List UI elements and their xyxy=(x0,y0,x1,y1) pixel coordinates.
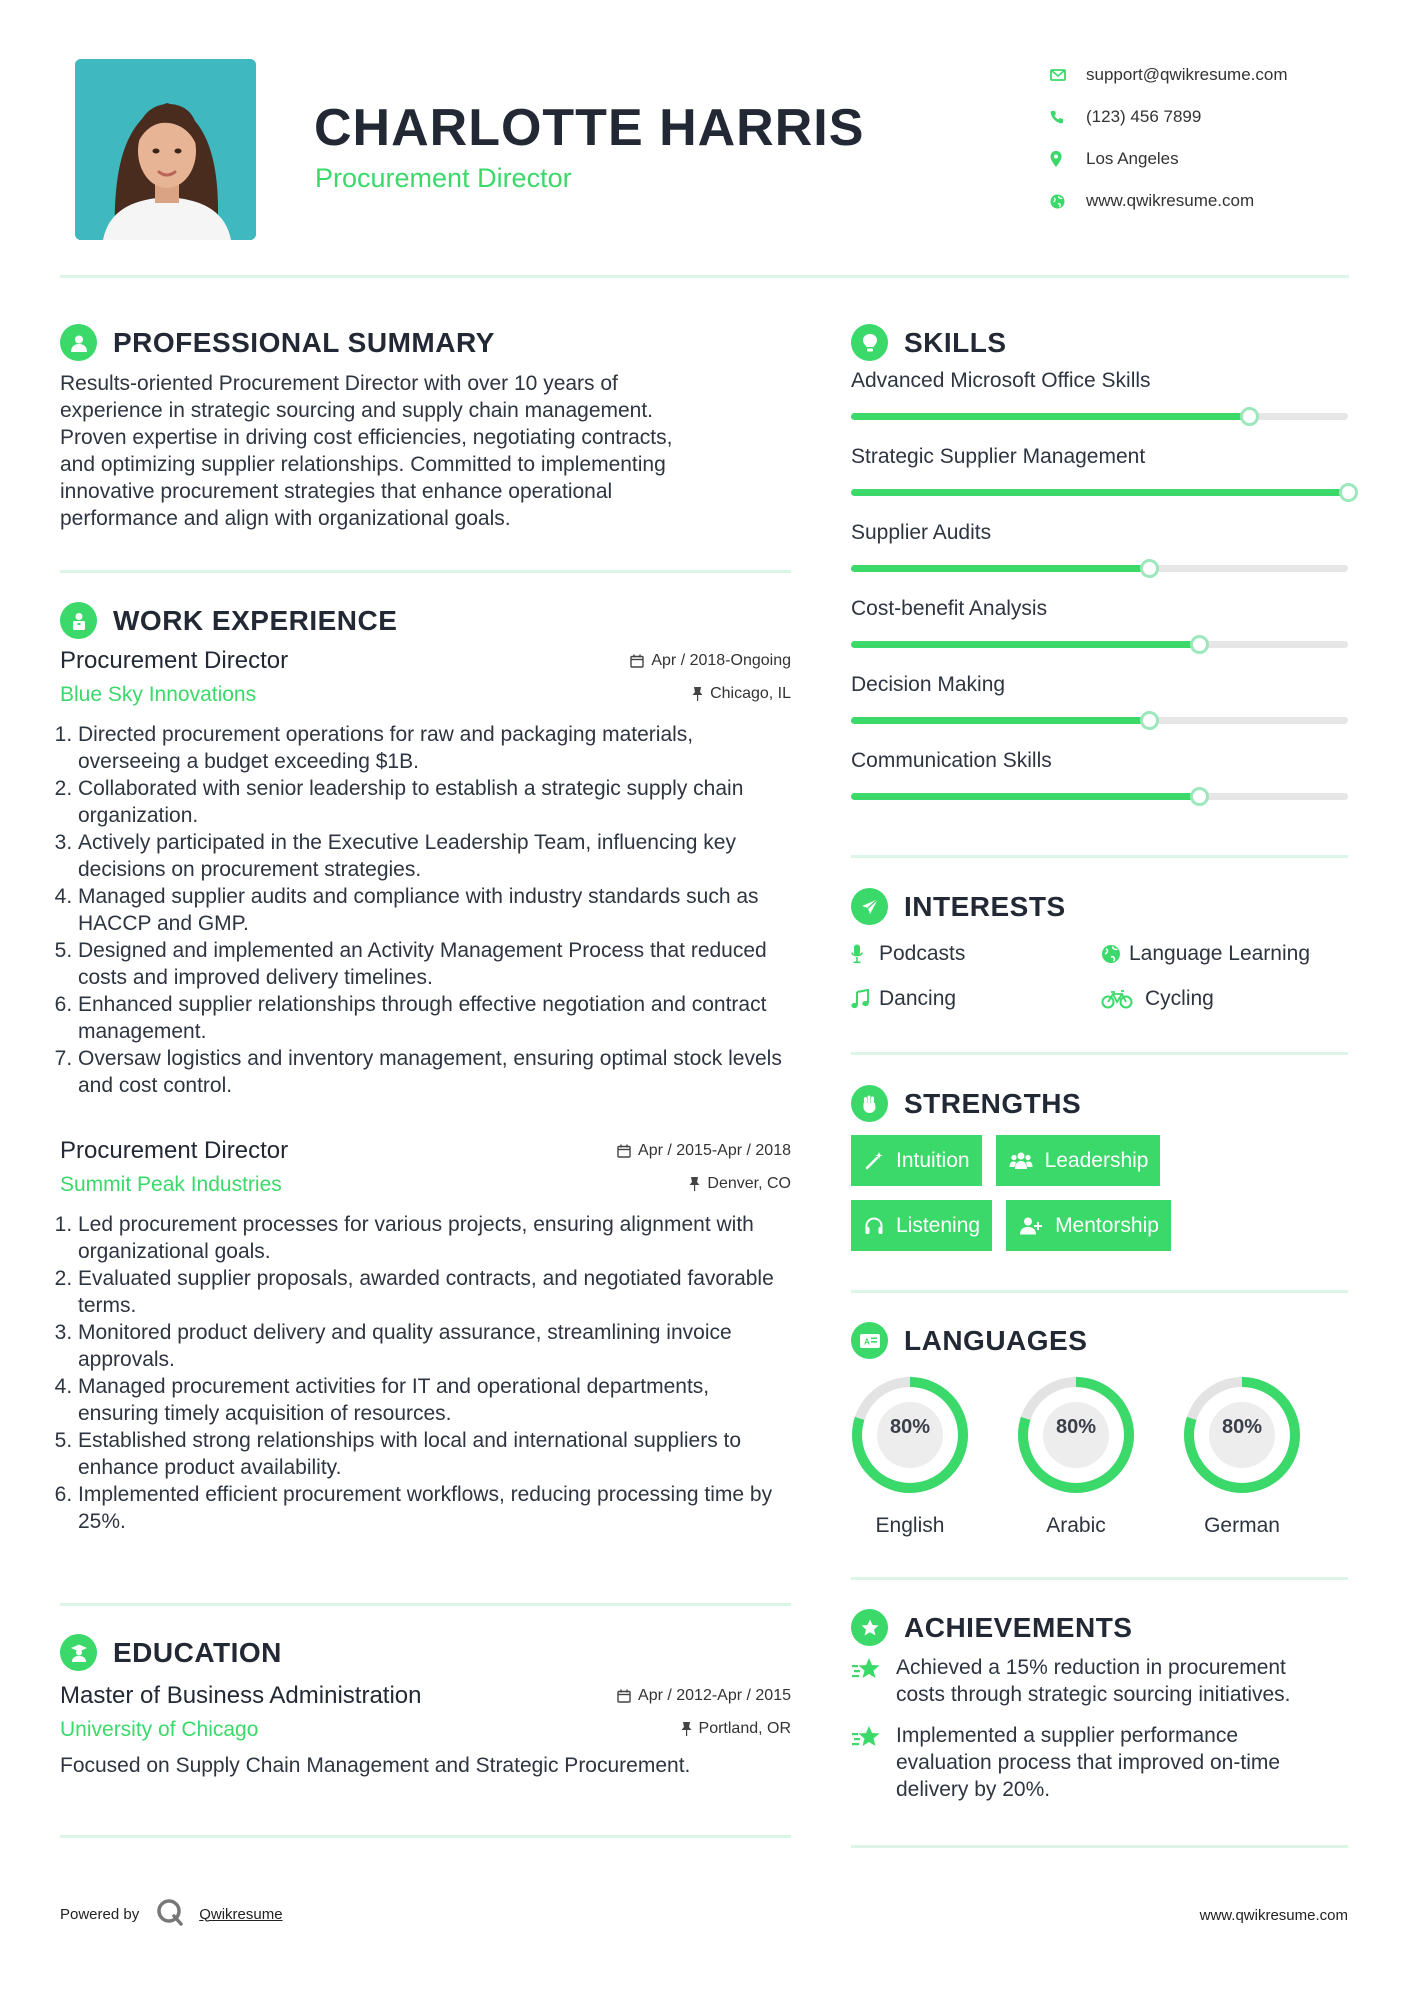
interest-label: Podcasts xyxy=(879,941,966,965)
skill-bar xyxy=(851,489,1348,496)
interests-list xyxy=(851,931,1351,1021)
skill-bar-fill xyxy=(851,793,1199,800)
interest-item xyxy=(1101,987,1351,1011)
achievement-line: Implemented a supplier performance xyxy=(896,1724,1239,1747)
strengths-title: STRENGTHS xyxy=(904,1087,1082,1119)
education-section-header xyxy=(60,1634,282,1671)
skill-bar-knob xyxy=(1190,787,1209,806)
education-date xyxy=(617,1687,791,1705)
header-divider xyxy=(60,275,1349,278)
skill-bar xyxy=(851,565,1348,572)
job-bullets xyxy=(60,721,791,1099)
strength-chip xyxy=(851,1135,982,1186)
job-company: Blue Sky Innovations xyxy=(60,683,257,706)
language-percent: 80% xyxy=(1221,1416,1263,1438)
contact-email-text: support@qwikresume.com xyxy=(1086,65,1288,84)
skill-name: Supplier Audits xyxy=(851,521,992,544)
magic-wand-icon xyxy=(864,1151,884,1171)
summary-title: PROFESSIONAL SUMMARY xyxy=(113,326,495,358)
skill-bar-fill xyxy=(851,565,1149,572)
bicycle-icon xyxy=(1101,989,1145,1009)
skill-name: Advanced Microsoft Office Skills xyxy=(851,369,1151,392)
job-bullet: 3. Monitored product delivery and quality assurance, streamlining invoice approvals. xyxy=(78,1319,791,1373)
language-name: German xyxy=(1204,1514,1280,1537)
users-icon xyxy=(1009,1151,1033,1171)
achievement-item xyxy=(851,1654,1361,1708)
language-name: English xyxy=(875,1514,945,1537)
contact-phone-text: (123) 456 7899 xyxy=(1086,107,1202,126)
job-bullet: 5. Established strong relationships with local and international suppliers to enhance product availability. xyxy=(78,1427,791,1481)
job-title: Procurement Director xyxy=(60,1137,289,1164)
education-location-text: Portland, OR xyxy=(698,1720,791,1737)
skill-bar-knob xyxy=(1140,559,1159,578)
job-date-text: Apr / 2015-Apr / 2018 xyxy=(638,1142,791,1159)
language-name: Arabic xyxy=(1046,1514,1106,1537)
job-title: Procurement Director xyxy=(60,647,289,674)
job-location xyxy=(692,685,791,703)
contact-list xyxy=(1050,54,1380,222)
skill-bar-fill xyxy=(851,641,1199,648)
interests-divider xyxy=(851,1052,1348,1055)
skill-name: Decision Making xyxy=(851,673,1006,696)
skill-bar-fill xyxy=(851,489,1348,496)
star-icon xyxy=(851,1654,896,1708)
summary-line: and optimizing supplier relationships. Committed to implementing xyxy=(60,453,666,476)
skill-item xyxy=(851,673,1348,749)
achievements-divider xyxy=(851,1845,1348,1848)
calendar-icon xyxy=(617,1144,631,1158)
languages-section-header xyxy=(851,1322,1087,1359)
footer-url[interactable]: www.qwikresume.com xyxy=(1199,1907,1348,1924)
star-icon xyxy=(851,1722,896,1803)
contact-location xyxy=(1050,138,1380,180)
skill-name: Communication Skills xyxy=(851,749,1052,772)
interest-item xyxy=(851,942,1101,966)
contact-phone[interactable] xyxy=(1050,96,1380,138)
qwikresume-link[interactable]: Qwikresume xyxy=(199,1905,283,1923)
language-item xyxy=(845,1370,975,1538)
strength-chip xyxy=(851,1200,992,1251)
job-entry xyxy=(60,647,791,1099)
education-entry xyxy=(60,1682,791,1779)
candidate-role: Procurement Director xyxy=(315,163,572,193)
contact-email[interactable] xyxy=(1050,54,1380,96)
skill-bar xyxy=(851,413,1348,420)
user-icon xyxy=(60,324,97,361)
language-item xyxy=(1011,1370,1141,1538)
graduate-icon xyxy=(60,1634,97,1671)
skill-bar-knob xyxy=(1339,483,1358,502)
skill-bar xyxy=(851,717,1348,724)
job-bullet: 7. Oversaw logistics and inventory management, ensuring optimal stock levels and cost control. xyxy=(78,1045,791,1099)
globe-icon xyxy=(1101,944,1129,964)
candidate-name: CHARLOTTE HARRIS xyxy=(314,99,865,157)
footer-powered-by xyxy=(60,1897,283,1931)
interest-item xyxy=(851,987,1101,1011)
skill-bar-knob xyxy=(1240,407,1259,426)
briefcase-user-icon xyxy=(60,602,97,639)
achievement-line: costs through strategic sourcing initiatives. xyxy=(896,1683,1291,1706)
summary-line: Results-oriented Procurement Director with over 10 years of xyxy=(60,372,618,395)
skill-bar xyxy=(851,793,1348,800)
portrait-image xyxy=(75,59,256,240)
interest-label: Dancing xyxy=(879,986,957,1010)
summary-divider xyxy=(60,570,791,573)
headphones-icon xyxy=(864,1216,884,1236)
job-date xyxy=(630,652,791,670)
skill-name: Strategic Supplier Management xyxy=(851,445,1146,468)
achievement-line: evaluation process that improved on-time xyxy=(896,1751,1281,1774)
skill-bar-knob xyxy=(1190,635,1209,654)
raised-fist-icon xyxy=(851,1085,888,1122)
summary-line: performance and align with organizational goals. xyxy=(60,507,511,530)
language-item xyxy=(1177,1370,1307,1538)
education-divider xyxy=(60,1835,791,1838)
school-name: University of Chicago xyxy=(60,1718,259,1741)
skills-section-header xyxy=(851,324,1007,361)
phone-icon xyxy=(1050,110,1086,124)
work-section-header xyxy=(60,602,397,639)
job-date-text: Apr / 2018-Ongoing xyxy=(651,652,791,669)
languages-title: LANGUAGES xyxy=(904,1324,1088,1356)
education-location xyxy=(681,1720,791,1738)
skill-item xyxy=(851,445,1348,521)
skill-item xyxy=(851,369,1348,445)
powered-by-text: Powered by xyxy=(60,1905,140,1923)
svg-text:A: A xyxy=(863,1337,870,1346)
achievements-section-header xyxy=(851,1609,1132,1646)
user-plus-icon xyxy=(1019,1216,1043,1236)
language-percent: 80% xyxy=(889,1416,931,1438)
achievements-title: ACHIEVEMENTS xyxy=(904,1611,1133,1643)
summary-text xyxy=(60,370,800,532)
skill-bar-knob xyxy=(1140,711,1159,730)
skill-bar xyxy=(851,641,1348,648)
music-note-icon xyxy=(851,989,879,1009)
skill-item xyxy=(851,521,1348,597)
education-date-text: Apr / 2012-Apr / 2015 xyxy=(638,1687,791,1704)
degree-title: Master of Business Administration xyxy=(60,1682,422,1709)
paper-plane-icon xyxy=(851,888,888,925)
job-bullets xyxy=(60,1211,791,1535)
strength-label: Listening xyxy=(896,1213,981,1237)
skill-bar-fill xyxy=(851,717,1149,724)
achievement-text xyxy=(896,1654,1291,1708)
education-description: Focused on Supply Chain Management and Strategic Procurement. xyxy=(60,1754,691,1777)
strength-chip xyxy=(996,1135,1161,1186)
job-bullet: 4. Managed procurement activities for IT and operational departments, ensuring timely acquisition of resources. xyxy=(78,1373,791,1427)
achievement-item xyxy=(851,1722,1361,1803)
achievement-line: delivery by 20%. xyxy=(896,1778,1051,1801)
skills-divider xyxy=(851,855,1348,858)
strength-label: Leadership xyxy=(1044,1148,1149,1172)
contact-website-text: www.qwikresume.com xyxy=(1086,191,1255,210)
job-bullet: 2. Evaluated supplier proposals, awarded contracts, and negotiated favorable terms. xyxy=(78,1265,791,1319)
map-pin-icon xyxy=(1050,151,1086,167)
profile-photo xyxy=(75,59,256,240)
work-divider xyxy=(60,1603,791,1606)
pushpin-icon xyxy=(692,687,703,701)
job-location xyxy=(689,1175,791,1193)
summary-section-header xyxy=(60,324,495,361)
job-bullet: 5. Designed and implemented an Activity Management Process that reduced costs and improved delivery timelines. xyxy=(78,937,791,991)
education-title: EDUCATION xyxy=(113,1636,282,1668)
calendar-icon xyxy=(630,654,644,668)
achievement-line: Achieved a 15% reduction in procurement xyxy=(896,1656,1286,1679)
skill-item xyxy=(851,597,1348,673)
job-bullet: 1. Directed procurement operations for raw and packaging materials, overseeing a budget exceeding $1B. xyxy=(78,721,791,775)
envelope-icon xyxy=(1050,69,1086,81)
language-percent: 80% xyxy=(1055,1416,1097,1438)
summary-line: innovative procurement strategies that enhance operational xyxy=(60,480,613,503)
strength-label: Intuition xyxy=(896,1148,970,1172)
pushpin-icon xyxy=(681,1722,692,1736)
job-date xyxy=(617,1142,791,1160)
summary-line: Proven expertise in driving cost efficiencies, negotiating contracts, xyxy=(60,426,673,449)
qwikresume-logo-icon xyxy=(155,1897,185,1931)
strength-label: Mentorship xyxy=(1055,1213,1159,1237)
interest-label: Cycling xyxy=(1145,986,1214,1010)
skill-name: Cost-benefit Analysis xyxy=(851,597,1048,620)
job-bullet: 6. Implemented efficient procurement workflows, reducing processing time by 25%. xyxy=(78,1481,791,1535)
job-location-text: Denver, CO xyxy=(707,1175,791,1192)
skill-bar-fill xyxy=(851,413,1249,420)
achievement-text xyxy=(896,1722,1280,1803)
strength-chip xyxy=(1006,1200,1171,1251)
microphone-icon xyxy=(851,944,879,964)
job-location-text: Chicago, IL xyxy=(710,685,791,702)
job-bullet: 2. Collaborated with senior leadership to establish a strategic supply chain organization. xyxy=(78,775,791,829)
skills-title: SKILLS xyxy=(904,326,1007,358)
languages-divider xyxy=(851,1577,1348,1580)
job-bullet: 6. Enhanced supplier relationships through effective negotiation and contract management. xyxy=(78,991,791,1045)
star-badge-icon xyxy=(851,1609,888,1646)
interest-item xyxy=(1101,942,1351,966)
skill-item xyxy=(851,749,1348,825)
lightbulb-icon xyxy=(851,324,888,361)
strengths-divider xyxy=(851,1290,1348,1293)
work-title: WORK EXPERIENCE xyxy=(113,604,398,636)
calendar-icon xyxy=(617,1689,631,1703)
skills-list xyxy=(851,369,1348,825)
job-bullet: 4. Managed supplier audits and compliance with industry standards such as HACCP and GMP. xyxy=(78,883,791,937)
language-card-icon xyxy=(851,1322,888,1359)
job-bullet: 1. Led procurement processes for various projects, ensuring alignment with organizational goals. xyxy=(78,1211,791,1265)
strengths-list xyxy=(851,1135,1351,1265)
interests-title: INTERESTS xyxy=(904,890,1066,922)
contact-website[interactable] xyxy=(1050,180,1380,222)
contact-location-text: Los Angeles xyxy=(1086,149,1179,168)
job-bullet: 3. Actively participated in the Executive Leadership Team, influencing key decisions on procurement strategies. xyxy=(78,829,791,883)
summary-line: experience in strategic sourcing and supply chain management. xyxy=(60,399,654,422)
globe-icon xyxy=(1050,194,1086,209)
pushpin-icon xyxy=(689,1177,700,1191)
interests-section-header xyxy=(851,888,1066,925)
job-company: Summit Peak Industries xyxy=(60,1173,282,1196)
job-entry xyxy=(60,1137,791,1535)
interest-label: Language Learning xyxy=(1129,941,1311,965)
strengths-section-header xyxy=(851,1085,1081,1122)
